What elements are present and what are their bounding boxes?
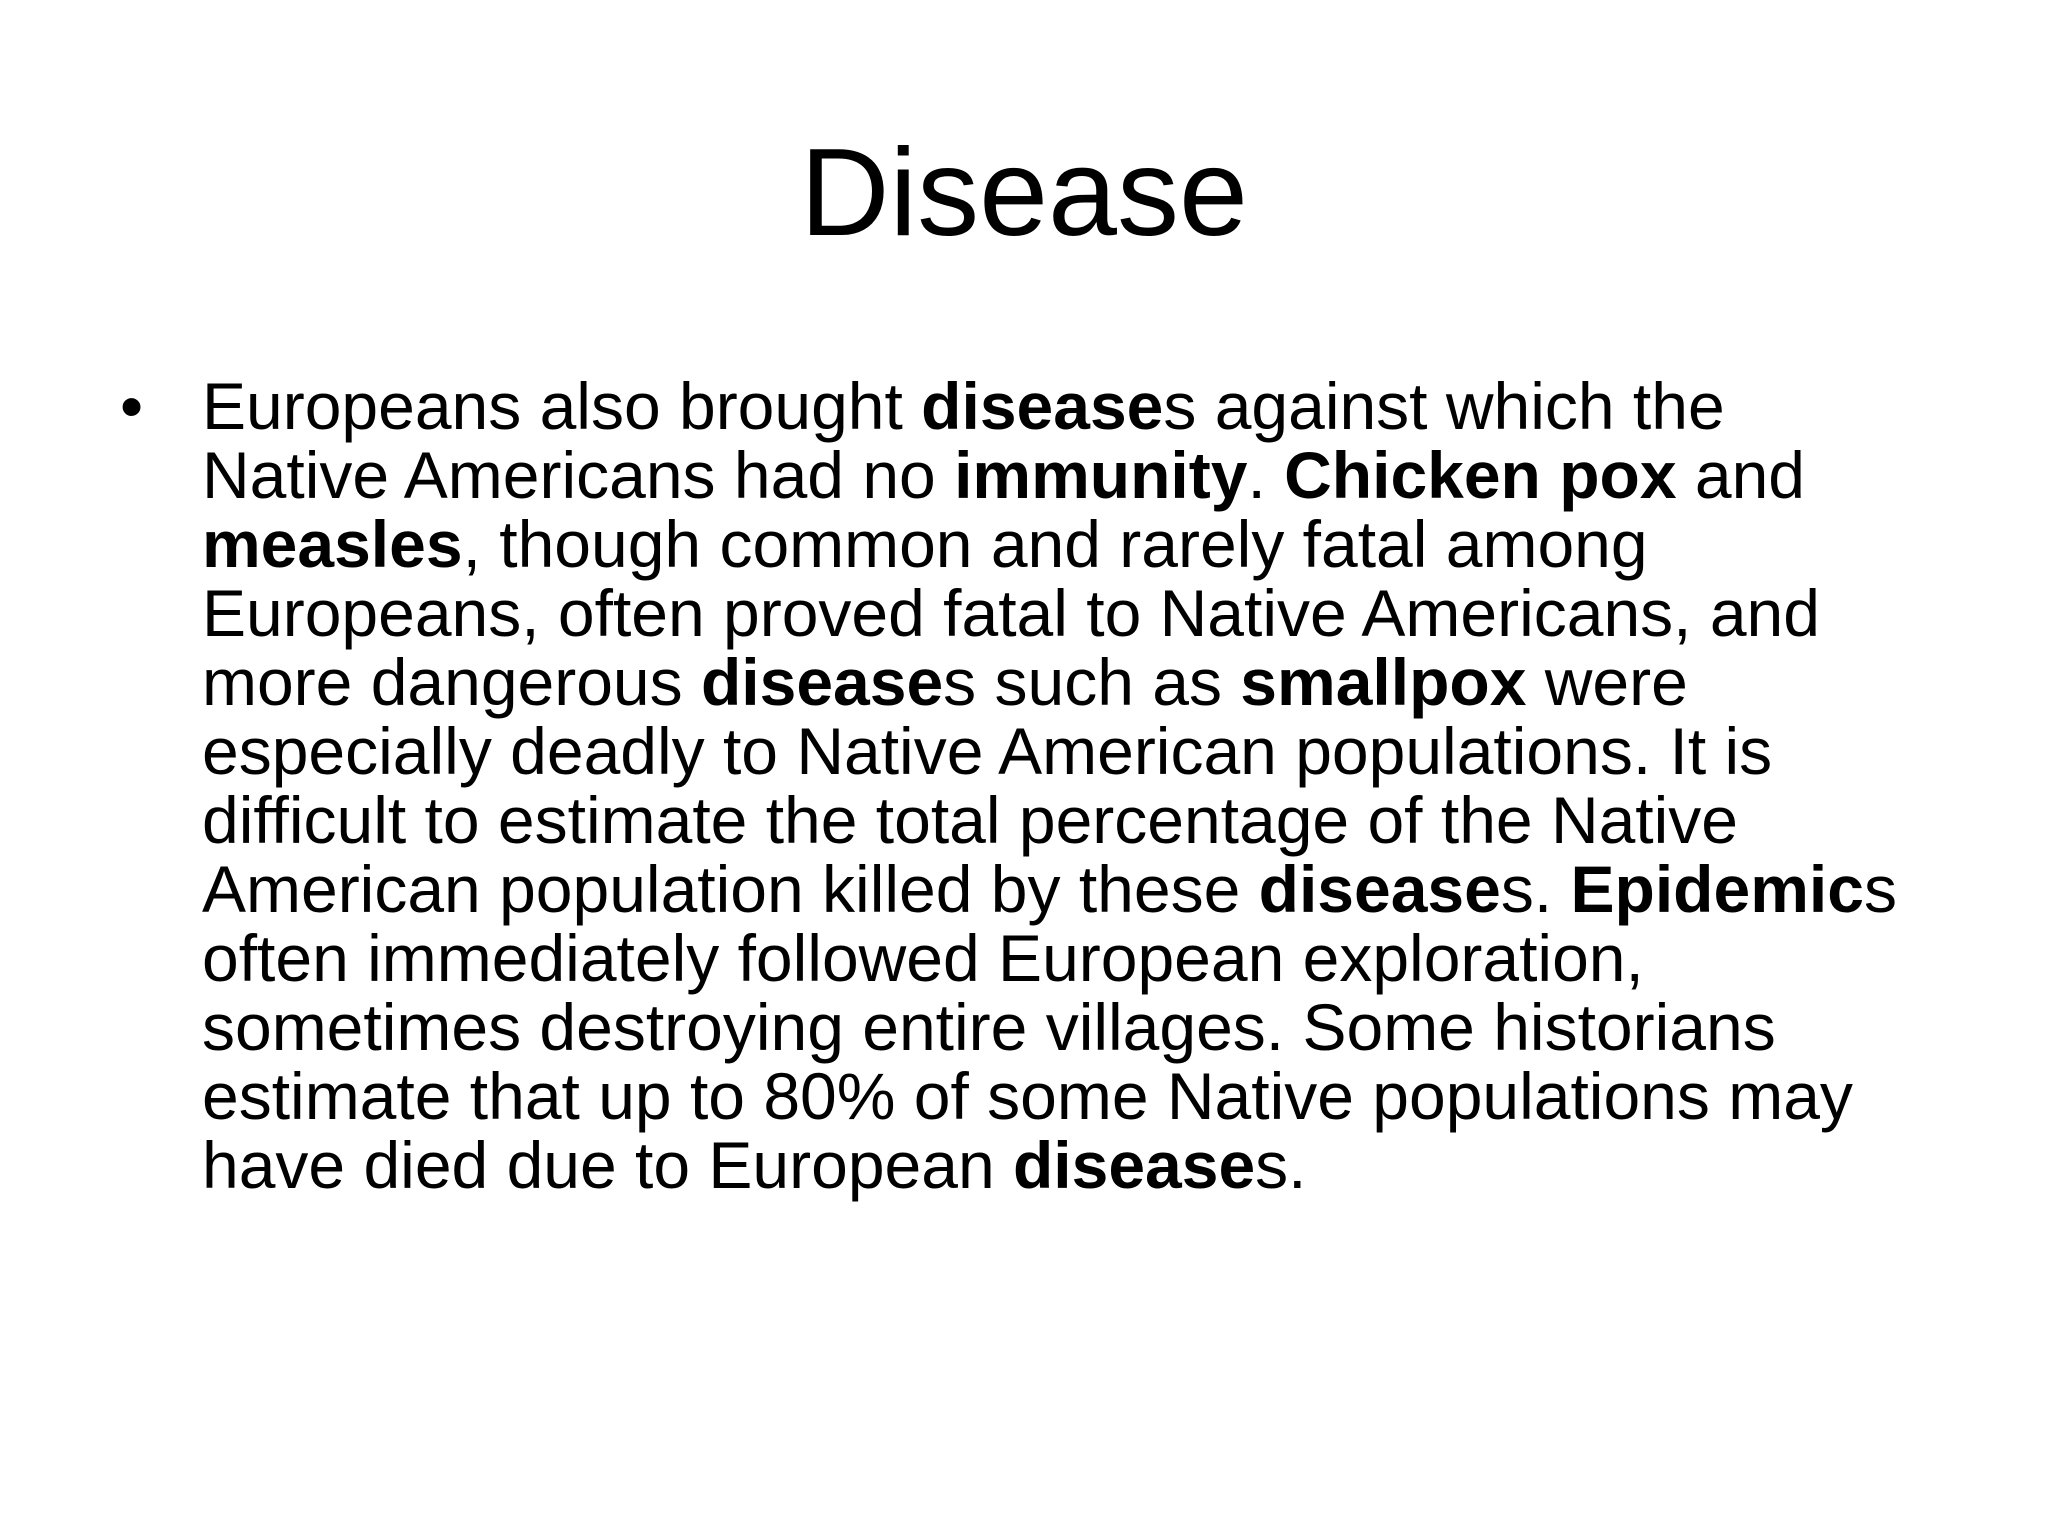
- bold-term: smallpox: [1240, 645, 1527, 719]
- bold-term: Epidemic: [1570, 852, 1864, 926]
- bullet-list: [120, 369, 1940, 1202]
- bullet-text-line: [202, 852, 1940, 926]
- text-run: s: [1863, 852, 1897, 926]
- bold-term: disease: [1258, 852, 1501, 926]
- bullet-item: [120, 369, 1940, 1202]
- bullet-text-line: [202, 921, 1940, 995]
- bold-term: disease: [700, 645, 944, 719]
- bullet-text-line: [202, 576, 1940, 650]
- bold-term: Chicken pox: [1284, 438, 1677, 512]
- text-run: often immediately followed European exploration,: [202, 921, 1644, 995]
- bullet-text-line: [202, 645, 1940, 719]
- text-run: s.: [1255, 1128, 1307, 1202]
- text-run: , though common and rarely fatal among: [462, 507, 1648, 581]
- text-run: Europeans also brought: [202, 369, 922, 443]
- bullet-text-line: [202, 507, 1940, 581]
- text-run: Europeans, often proved fatal to Native Americans, and: [202, 576, 1820, 650]
- slide-title: Disease: [800, 124, 1248, 262]
- text-run: s against which the: [1163, 369, 1725, 443]
- text-run: were: [1526, 645, 1688, 719]
- text-run: and: [1676, 438, 1806, 512]
- bold-term: immunity: [954, 438, 1248, 512]
- bullet-text-line: [202, 438, 1940, 512]
- text-run: .: [1247, 438, 1285, 512]
- bold-term: disease: [921, 369, 1164, 443]
- bullet-text-line: [202, 990, 1940, 1064]
- bullet-text-line: [202, 1059, 1940, 1133]
- text-run: estimate that up to 80% of some Native populations may: [202, 1059, 1853, 1133]
- bullet-text-line: [202, 1128, 1940, 1202]
- bullet-text-line: [202, 714, 1940, 788]
- bullet-text: [202, 369, 1940, 1202]
- bullet-text-line: [202, 783, 1940, 857]
- bullet-text-line: [202, 369, 1940, 443]
- text-run: difficult to estimate the total percentage of the Native: [202, 783, 1739, 857]
- text-run: s.: [1500, 852, 1571, 926]
- bullet-dot-icon: •: [120, 369, 144, 443]
- text-run: sometimes destroying entire villages. Some historians: [202, 990, 1776, 1064]
- text-run: s such as: [943, 645, 1241, 719]
- bold-term: disease: [1012, 1128, 1256, 1202]
- text-run: Native Americans had no: [202, 438, 955, 512]
- text-run: have died due to European: [202, 1128, 1013, 1202]
- text-run: especially deadly to Native American populations. It is: [202, 714, 1773, 788]
- text-run: American population killed by these: [202, 852, 1259, 926]
- bold-term: measles: [202, 507, 463, 581]
- text-run: more dangerous: [202, 645, 701, 719]
